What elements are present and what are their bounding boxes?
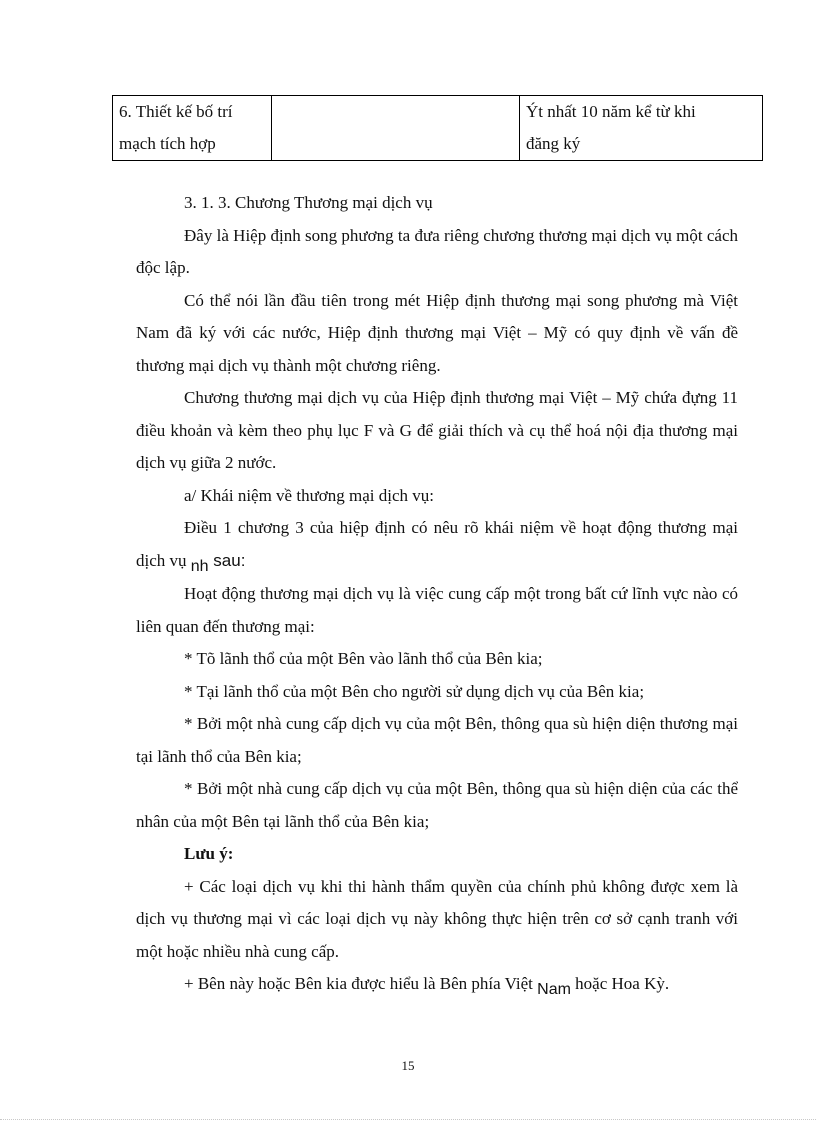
paragraph-text: + Bên này hoặc Bên kia được hiểu là Bên phía Việt	[184, 974, 538, 993]
paragraph: Hoạt động thương mại dịch vụ là việc cung cấp một trong bất cứ lĩnh vực nào có liên quan đến thương mại:	[136, 584, 738, 636]
page-divider	[0, 1119, 816, 1120]
table-cell-item	[113, 96, 272, 161]
body-text	[136, 187, 738, 1002]
section-heading: 3. 1. 3. Chương Thương mại dịch vụ	[184, 193, 433, 212]
paragraph-text: hoặc Hoa Kỳ.	[570, 974, 670, 993]
table-cell-text: Ýt nhất 10 năm kể từ khi đăng ký	[526, 102, 696, 153]
note-heading: Lưu ý:	[184, 844, 234, 863]
paragraph: Có thể nói lần đầu tiên trong mét Hiệp định thương mại song phương mà Việt Nam đã ký với các nước, Hiệp định thương mại Việt – Mỹ có quy định về vấn đề thương mại dịch vụ thành một chương riêng.	[136, 290, 738, 375]
table-cell-text: 6. Thiết kế bố trí mạch tích hợp	[119, 102, 233, 153]
table-row	[113, 96, 763, 161]
paragraph-fragment: nh	[190, 557, 209, 575]
page-number: 15	[401, 1058, 415, 1073]
table-cell-duration	[520, 96, 763, 161]
paragraph: Chương thương mại dịch vụ của Hiệp định thương mại Việt – Mỹ chứa đựng 11 điều khoản và kèm theo phụ lục F và G để giải thích và cụ thể hoá nội địa thương mại dịch vụ giữa 2 nước.	[136, 388, 738, 472]
list-item: * Bởi một nhà cung cấp dịch vụ của một Bên, thông qua sù hiện diện của các thể nhân của một Bên tại lãnh thổ của Bên kia;	[136, 779, 738, 831]
list-item: * Bởi một nhà cung cấp dịch vụ của một Bên, thông qua sù hiện diện thương mại tại lãnh thổ của Bên kia;	[136, 714, 738, 766]
paragraph	[136, 512, 738, 578]
paragraph: Đây là Hiệp định song phương ta đưa riêng chương thương mại dịch vụ một cách độc lập.	[136, 225, 738, 277]
paragraph-text: Điều 1 chương 3 của hiệp định có nêu rõ khái niệm về hoạt động thương mại dịch vụ	[136, 518, 738, 570]
table-cell-empty	[272, 96, 520, 161]
paragraph-text: sau:	[208, 550, 246, 570]
note-item	[136, 968, 738, 1002]
list-item: * Tại lãnh thổ của một Bên cho người sử dụng dịch vụ của Bên kia;	[184, 681, 645, 701]
note-item: + Các loại dịch vụ khi thi hành thẩm quyền của chính phủ không được xem là dịch vụ thương mại vì các loại dịch vụ này không thực hiện trên cơ sở cạnh tranh với một hoặc nhiều nhà cung cấp.	[136, 876, 738, 961]
list-item: * Tõ lãnh thổ của một Bên vào lãnh thổ của Bên kia;	[184, 649, 543, 668]
subsection-heading: a/ Khái niệm về thương mại dịch vụ:	[184, 485, 435, 505]
paragraph-fragment: Nam	[537, 981, 571, 998]
term-table	[112, 95, 763, 161]
